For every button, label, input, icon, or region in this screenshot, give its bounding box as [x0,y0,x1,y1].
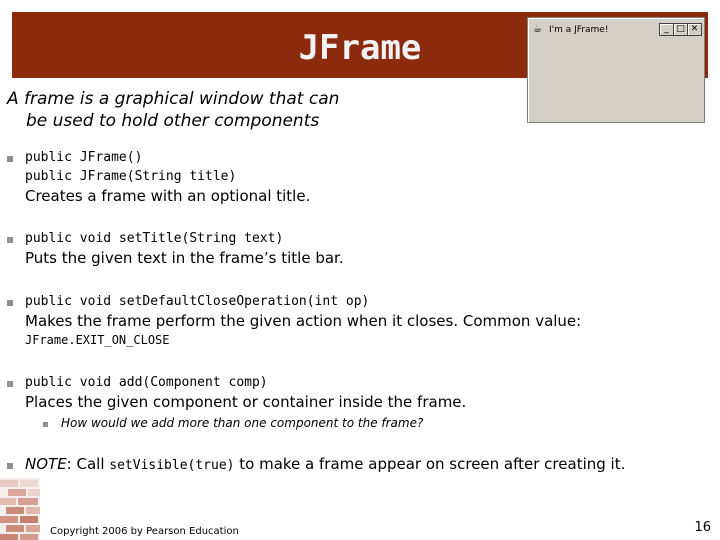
note-line [25,454,625,476]
jframe-window-example [527,17,705,123]
note-text-2: to make a frame appear on screen after creating it. [234,455,626,473]
settitle-description: Puts the given text in the frame’s title bar. [25,249,344,267]
java-app-icon: ☕ [533,24,542,35]
note-code: setVisible(true) [109,458,235,473]
bullet-icon [7,463,13,469]
constructor-signature-1: public JFrame() [25,150,143,165]
add-description: Places the given component or container inside the frame. [25,393,467,411]
sub-bullet-icon [43,422,48,427]
window-titlebar [531,21,700,39]
bullet-icon [7,300,13,306]
bullet-icon [7,156,13,162]
setdefaultclose-description: Makes the frame perform the given action when it closes. Common value: [25,312,582,330]
constructor-signature-2: public JFrame(String title) [25,169,237,184]
bullet-icon [7,381,13,387]
add-signature: public void add(Component comp) [25,375,268,390]
brick-decoration [0,478,40,540]
exit-on-close-constant: JFrame.EXIT_ON_CLOSE [25,333,170,347]
close-button[interactable]: ✕ [687,23,702,36]
note-label: NOTE [25,455,67,473]
subtitle-line-2: be used to hold other components [26,111,320,131]
minimize-button[interactable]: _ [659,23,674,36]
slide-title: JFrame [298,28,422,68]
setdefaultclose-signature: public void setDefaultCloseOperation(int op) [25,294,370,309]
window-title: I'm a JFrame! [549,25,609,35]
note-text-1: : Call [66,455,110,473]
subtitle-line-1: A frame is a graphical window that can [7,89,340,109]
sub-question: How would we add more than one component to the frame? [61,416,424,430]
settitle-signature: public void setTitle(String text) [25,231,284,246]
constructor-description: Creates a frame with an optional title. [25,187,311,205]
slide-subtitle [7,88,387,132]
bullet-icon [7,237,13,243]
copyright-footer: Copyright 2006 by Pearson Education [50,526,239,537]
page-number: 16 [694,520,711,535]
maximize-button[interactable]: □ [673,23,688,36]
